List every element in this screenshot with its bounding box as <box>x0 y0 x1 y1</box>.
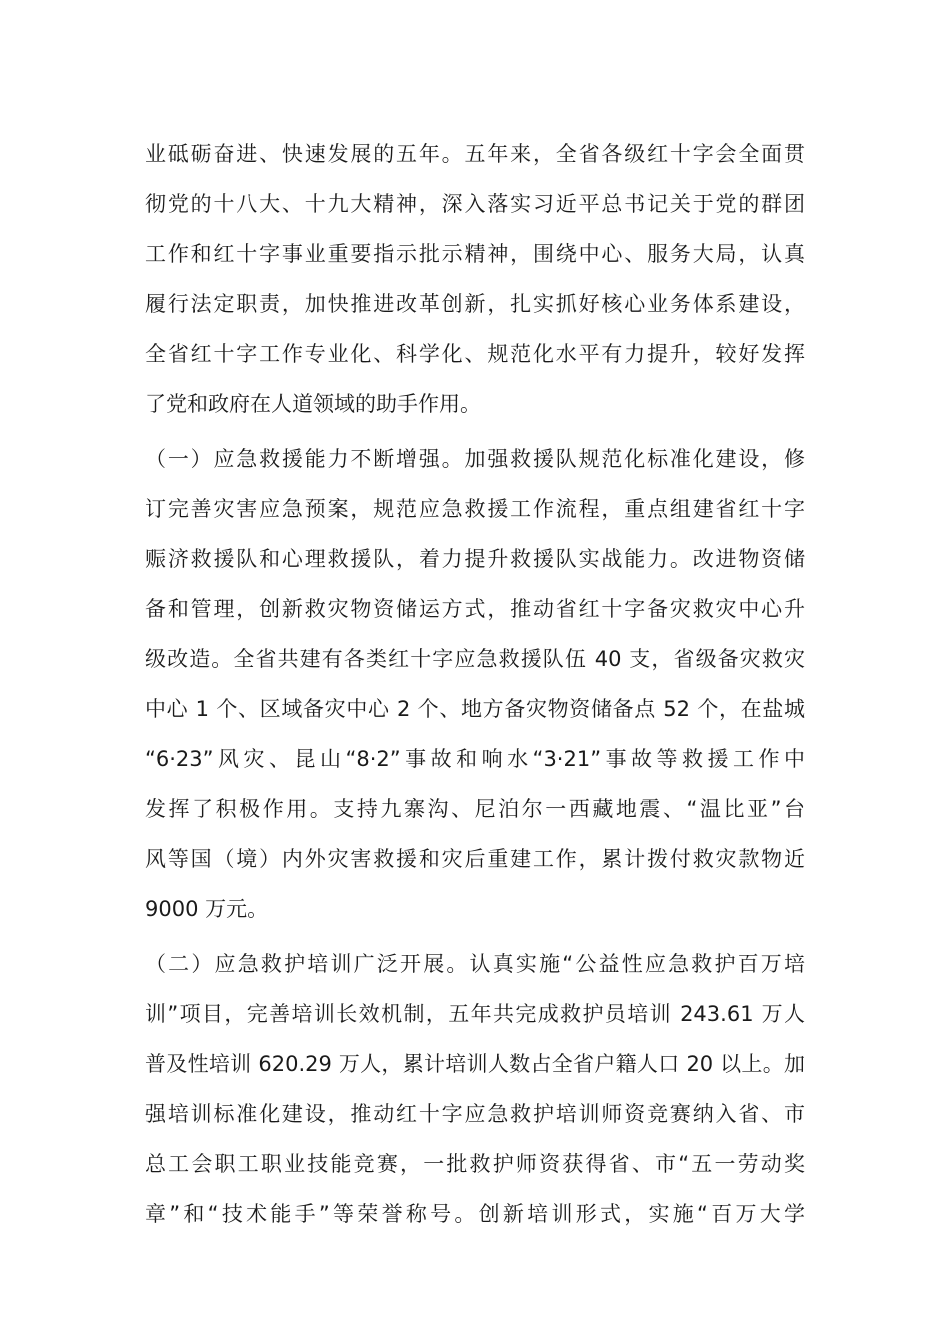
text-line: 风等国（境）内外灾害救援和灾后重建工作，累计拨付救灾款物近 <box>145 847 805 871</box>
text-line: 彻党的十八大、十九大精神，深入落实习近平总书记关于党的群团 <box>145 192 805 216</box>
text-line: 工作和红十字事业重要指示批示精神，围绕中心、服务大局，认真 <box>145 242 805 266</box>
text-line: 业砥砺奋进、快速发展的五年。五年来，全省各级红十字会全面贯 <box>145 142 805 166</box>
text-line: 赈济救援队和心理救援队，着力提升救援队实战能力。改进物资储 <box>145 547 805 571</box>
text-line: 级改造。全省共建有各类红十字应急救援队伍 40 支，省级备灾救灾 <box>145 647 805 671</box>
text-line: 章”和“技术能手”等荣誉称号。创新培训形式，实施“百万大学 <box>145 1202 805 1226</box>
text-line: 中心 1 个、区域备灾中心 2 个、地方备灾物资储备点 52 个，在盐城 <box>145 697 805 721</box>
text-line: 9000 万元。 <box>145 897 269 921</box>
paragraph-intro <box>145 129 805 429</box>
text-line: 普及性培训 620.29 万人，累计培训人数占全省户籍人口 20 以上。加 <box>145 1052 805 1076</box>
text-line: 训”项目，完善培训长效机制，五年共完成救护员培训 243.61 万人 <box>145 1002 805 1026</box>
section-heading-line: （二）应急救护培训广泛开展。认真实施“公益性应急救护百万培 <box>145 952 805 976</box>
text-line: 发挥了积极作用。支持九寨沟、尼泊尔一西藏地震、“温比亚”台 <box>145 797 805 821</box>
text-line: “6·23”风灾、昆山“8·2”事故和响水“3·21”事故等救援工作中 <box>145 747 805 771</box>
text-line: 总工会职工职业技能竞赛，一批救护师资获得省、市“五一劳动奖 <box>145 1152 805 1176</box>
paragraph-emergency-rescue <box>145 434 805 934</box>
text-line: 强培训标准化建设，推动红十字应急救护培训师资竞赛纳入省、市 <box>145 1102 805 1126</box>
text-line: 订完善灾害应急预案，规范应急救援工作流程，重点组建省红十字 <box>145 497 805 521</box>
document-body <box>145 129 805 1244</box>
text-line: 全省红十字工作专业化、科学化、规范化水平有力提升，较好发挥 <box>145 342 805 366</box>
section-heading-line: （一）应急救援能力不断增强。加强救援队规范化标准化建设，修 <box>145 447 805 471</box>
text-line: 备和管理，创新救灾物资储运方式，推动省红十字备灾救灾中心升 <box>145 597 805 621</box>
text-line: 了党和政府在人道领域的助手作用。 <box>145 392 481 416</box>
paragraph-first-aid-training <box>145 939 805 1239</box>
text-line: 履行法定职责，加快推进改革创新，扎实抓好核心业务体系建设， <box>145 292 805 316</box>
